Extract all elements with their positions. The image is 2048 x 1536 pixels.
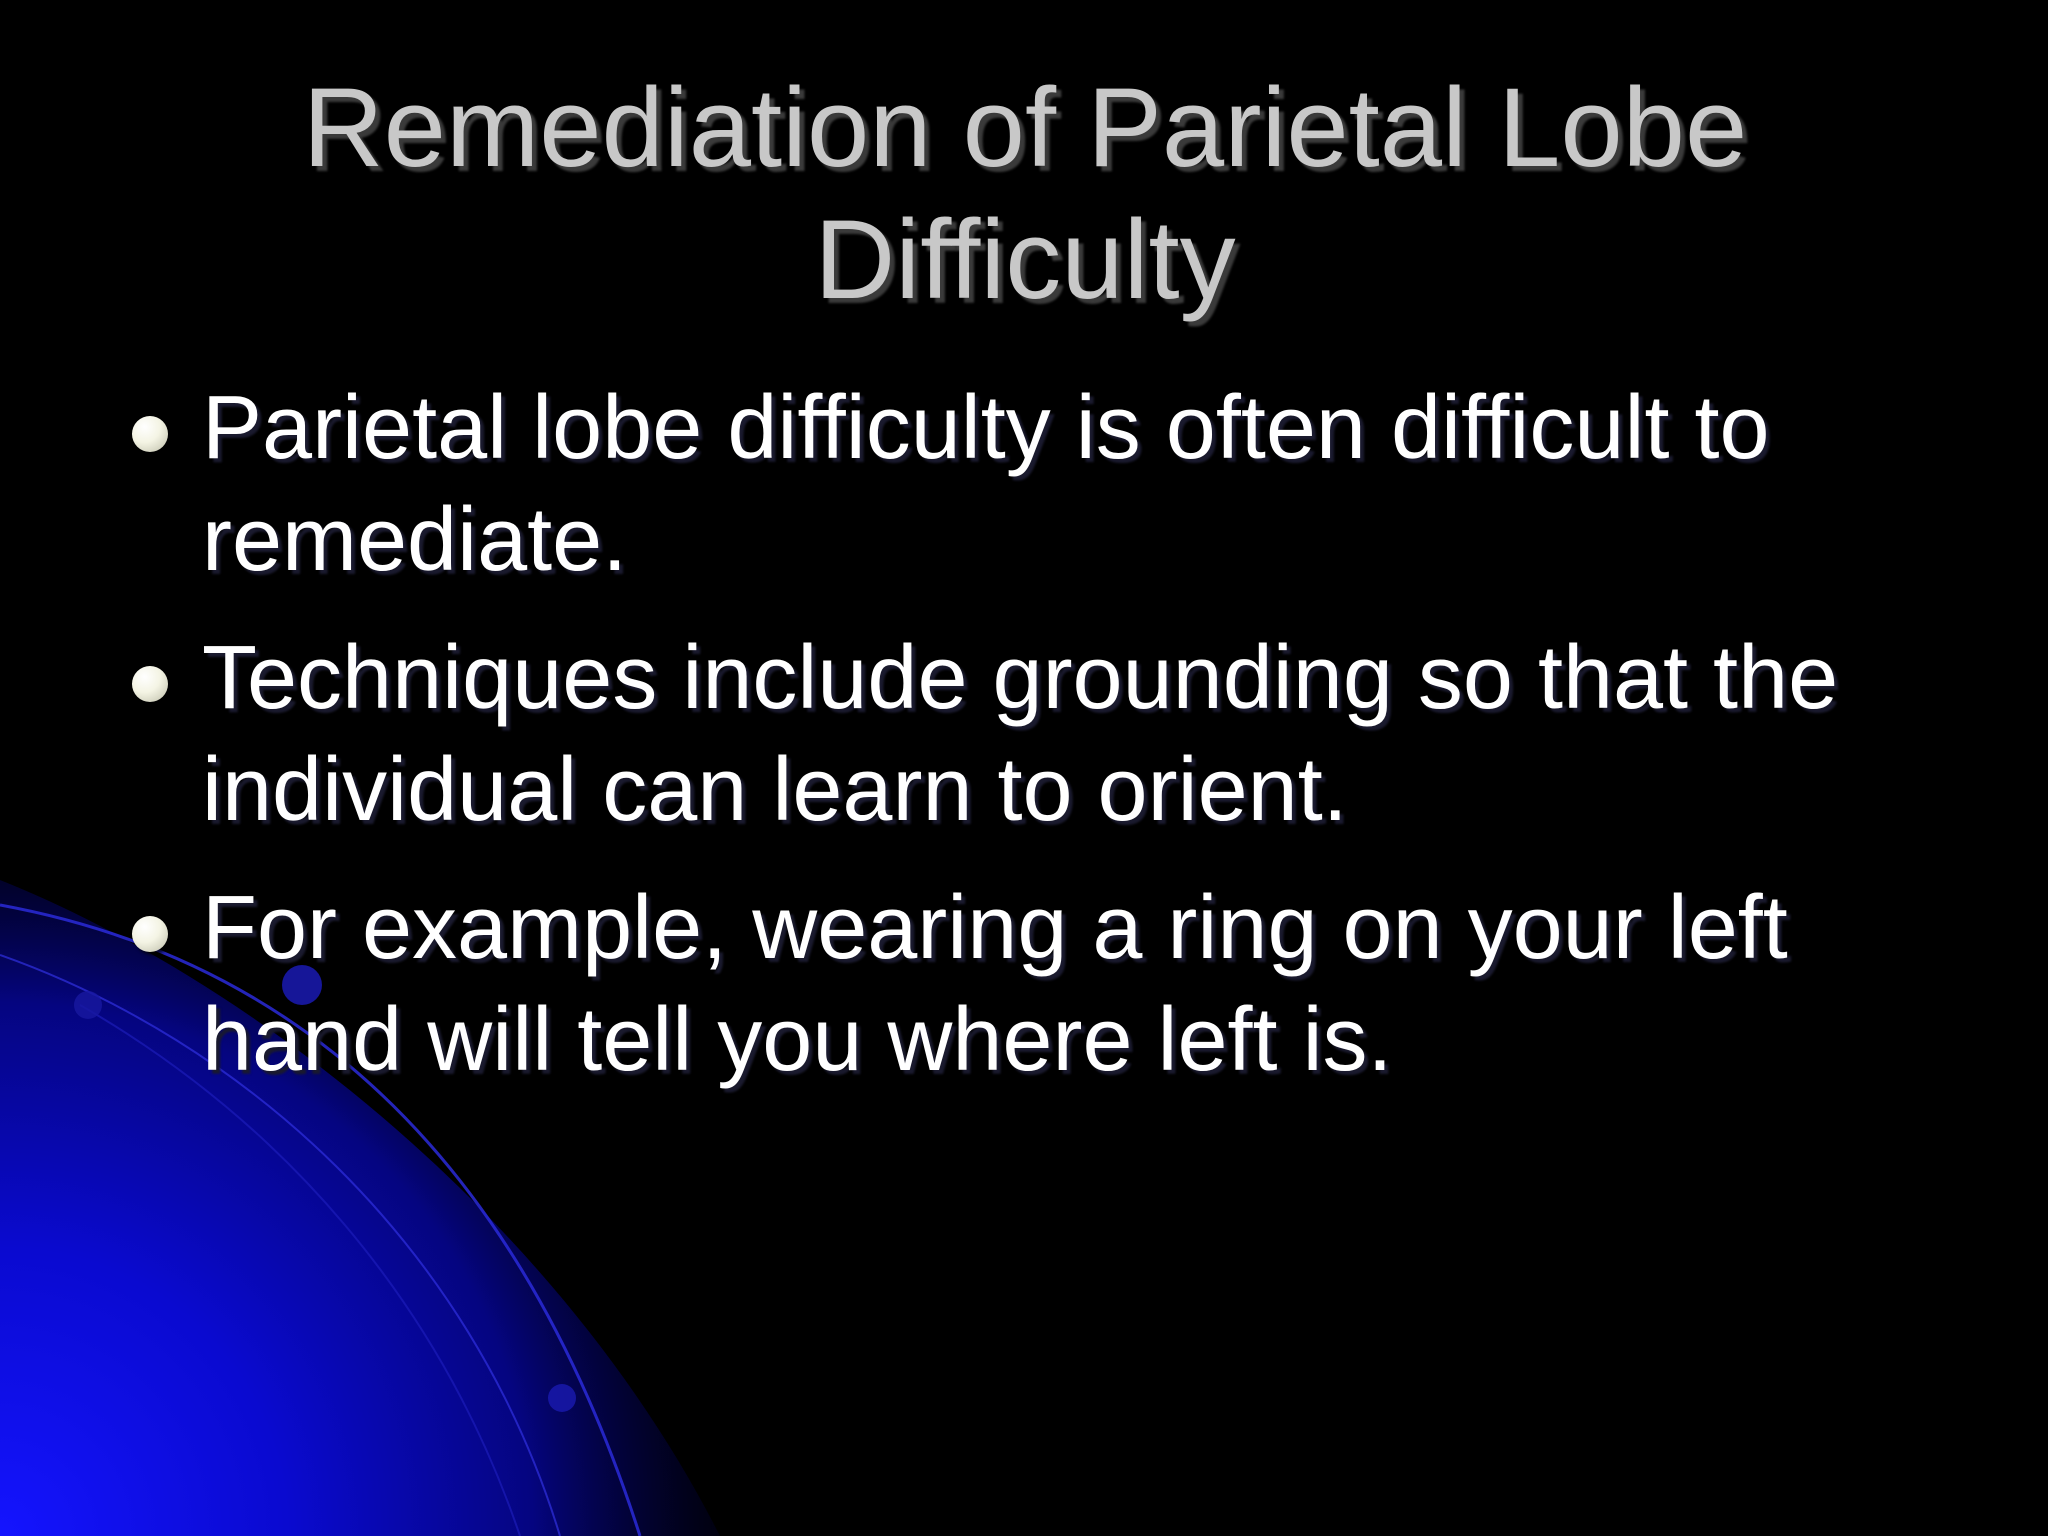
bullet-icon xyxy=(132,916,168,952)
bullet-text: For example, wearing a ring on your left hand will tell you where left is. xyxy=(202,878,1788,1090)
bullet-icon xyxy=(132,416,168,452)
bullet-list xyxy=(120,372,1960,1122)
bullet-item xyxy=(120,872,1960,1096)
orb xyxy=(74,991,102,1019)
bullet-item xyxy=(120,372,1960,596)
bullet-text: Techniques include grounding so that the individual can learn to orient. xyxy=(202,628,1839,840)
slide-title: Remediation of Parietal Lobe Difficulty xyxy=(302,65,1748,322)
bullet-item xyxy=(120,622,1960,846)
bullet-icon xyxy=(132,666,168,702)
orb xyxy=(548,1384,576,1412)
bullet-text: Parietal lobe difficulty is often difficult to remediate. xyxy=(202,378,1770,590)
